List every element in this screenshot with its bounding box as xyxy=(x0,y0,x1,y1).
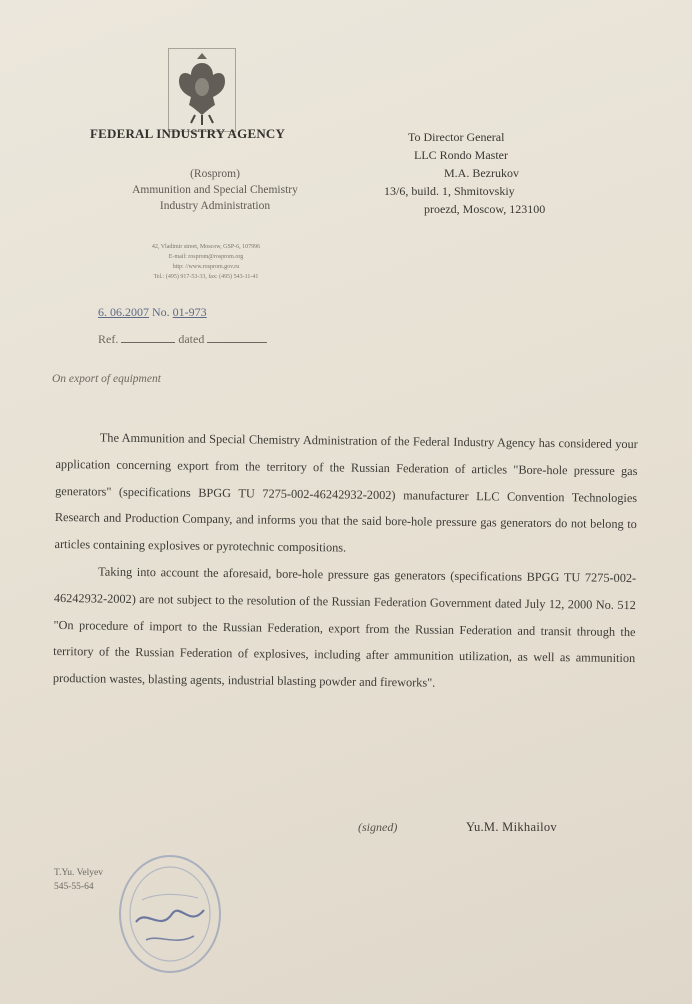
letter-subject: On export of equipment xyxy=(52,373,161,385)
addressee-line-4: 13/6, build. 1, Shmitovskiy xyxy=(384,184,515,198)
letter-body xyxy=(53,424,638,699)
agency-subtitle xyxy=(92,166,338,214)
outgoing-no: 01-973 xyxy=(172,305,207,319)
body-paragraph: The Ammunition and Special Chemistry Administration of the Federal Industry Agency has considered your application concerning export from the territory of the Russian Federation of articles "Bore-hole pressure gas generators" (specifications BPGG TU 7275-002-46242932-2002) manufacturer LLC Convention Technologies Research and Production Company, and informs you that the said bore-hole pressure gas generators do not belong to articles containing explosives or pyrotechnic compositions. xyxy=(54,430,638,555)
outgoing-no-label: No. xyxy=(152,305,170,319)
ref-blank xyxy=(121,332,175,343)
executor-name: T.Yu. Velyev xyxy=(54,868,103,878)
official-stamp xyxy=(116,848,224,976)
contact-phone: Tel.: (495) 917-53-33, fax: (495) 543-11-41 xyxy=(153,274,259,280)
contact-email: E-mail: rosprom@rosprom.org xyxy=(168,254,244,260)
addressee-line-2: LLC Rondo Master xyxy=(414,148,508,162)
contact-website: http: //www.rosprom.gov.ru xyxy=(172,264,240,270)
contact-address: 42, Vladimir street, Moscow, GSP-6, 107996 xyxy=(151,244,261,250)
body-paragraph: Taking into account the aforesaid, bore-hole pressure gas generators (specifications BPGG TU 7275-002-46242932-2002) are not subject to the resolution of the Russian Federation Government dated July 12, 2000 No. 512 "On procedure of import to the Russian Federation, export from the Russian Federation and transit through the territory of the Russian Federation of explosives, including after ammunition utilization, as well as ammunition production wastes, blasting agents, industrial blasting powder and fireworks". xyxy=(52,564,637,690)
addressee-line-1: To Director General xyxy=(408,130,505,144)
executor-phone: 545-55-64 xyxy=(54,882,94,892)
signed-note: (signed) xyxy=(358,820,398,834)
department-line-2: Industry Administration xyxy=(159,200,271,212)
double-headed-eagle-icon xyxy=(169,49,235,131)
contact-block xyxy=(88,242,324,282)
outgoing-number xyxy=(98,305,207,320)
executor-block xyxy=(54,866,103,894)
dated-blank xyxy=(207,332,267,343)
addressee-block xyxy=(384,128,620,218)
outgoing-date: 6. 06.2007 xyxy=(98,305,149,319)
department-line-1: Ammunition and Special Chemistry xyxy=(132,184,298,196)
dated-label: dated xyxy=(178,332,205,346)
reference-line xyxy=(98,332,267,347)
coat-of-arms-emblem xyxy=(168,48,236,132)
addressee-line-5: proezd, Moscow, 123100 xyxy=(424,202,546,216)
agency-short-name: (Rosprom) xyxy=(190,168,240,180)
agency-name: FEDERAL INDUSTRY AGENCY xyxy=(90,126,286,141)
addressee-line-3: M.A. Bezrukov xyxy=(444,166,519,180)
stamp-seal-icon xyxy=(116,848,224,976)
signer-name: Yu.M. Mikhailov xyxy=(466,820,557,834)
ref-label: Ref. xyxy=(98,332,119,346)
